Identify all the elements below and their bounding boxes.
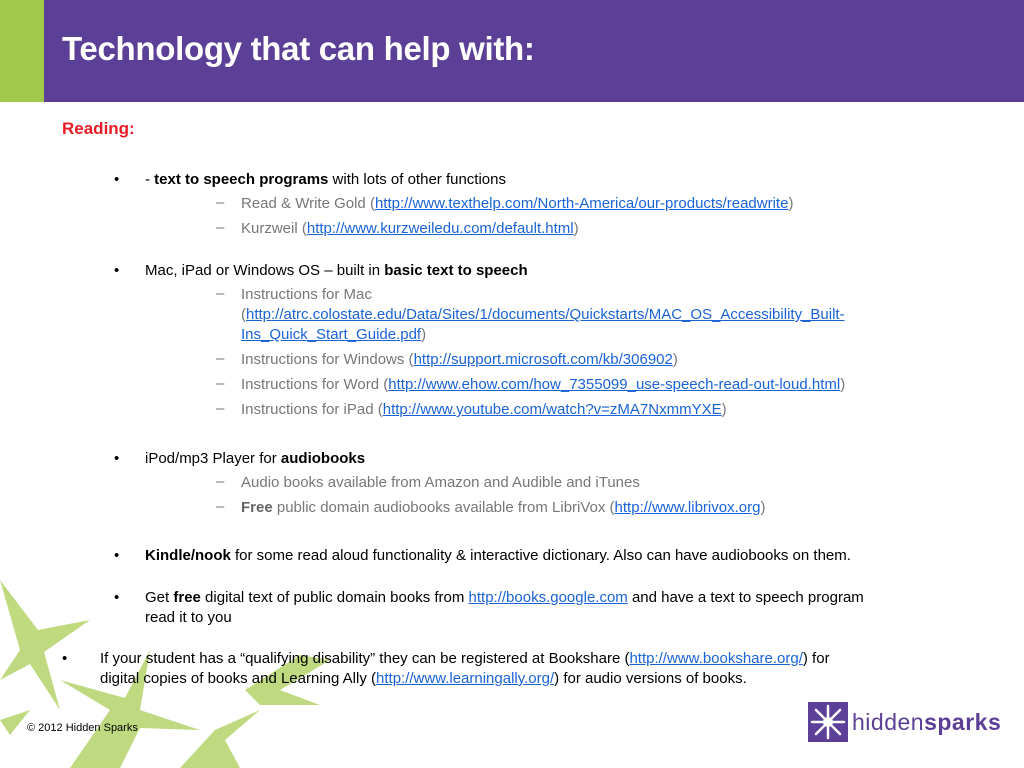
dash-icon: – — [216, 219, 225, 236]
item-text: with lots of other functions — [328, 171, 506, 188]
item-prefix: - — [145, 171, 155, 188]
sub-list-item — [241, 325, 426, 345]
kurzweil-link[interactable]: http://www.kurzweiledu.com/default.html — [306, 220, 574, 237]
librivox-link[interactable]: http://www.librivox.org — [614, 499, 761, 516]
sub-item-text: Read & Write Gold ( — [241, 195, 375, 212]
sub-item-close: ) — [672, 351, 678, 368]
sub-item-text: Instructions for Mac — [241, 286, 372, 303]
item-text: and have a text to speech program — [627, 589, 864, 606]
item-text: Mac, iPad or Windows OS – built in — [145, 262, 385, 279]
windows-instructions-link[interactable]: http://support.microsoft.com/kb/306902 — [413, 351, 673, 368]
dash-icon: – — [216, 194, 225, 211]
sub-item-close: ) — [573, 220, 579, 237]
copyright: © 2012 Hidden Sparks — [27, 722, 138, 734]
list-item — [100, 649, 830, 669]
dash-icon: – — [216, 350, 225, 367]
item-bold-text: audiobooks — [280, 450, 366, 467]
item-text: ) for — [802, 650, 830, 667]
item-text: iPod/mp3 Player for — [145, 450, 281, 467]
readwrite-link[interactable]: http://www.texthelp.com/North-America/our-products/readwrite — [374, 195, 789, 212]
bullet-icon: • — [114, 262, 120, 279]
section-heading-reading: Reading: — [62, 119, 135, 138]
sub-list-item — [241, 305, 845, 325]
sub-item-close: ) — [840, 376, 846, 393]
sub-list-item — [241, 219, 579, 239]
bullet-icon: • — [114, 547, 120, 564]
bullet-icon: • — [114, 589, 120, 606]
sub-item-text: Instructions for Windows ( — [241, 351, 414, 368]
bookshare-link[interactable]: http://www.bookshare.org/ — [629, 650, 803, 667]
mac-instructions-link-cont[interactable]: Ins_Quick_Start_Guide.pdf — [241, 326, 422, 343]
sub-item-text: Kurzweil ( — [241, 220, 307, 237]
sub-list-item — [241, 400, 727, 420]
list-item — [145, 170, 506, 190]
google-books-link[interactable]: http://books.google.com — [468, 589, 628, 606]
sub-item-text: Instructions for Word ( — [241, 376, 389, 393]
item-bold-text: basic text to speech — [384, 262, 528, 279]
sub-item-open: ( — [241, 306, 246, 323]
list-item — [145, 261, 528, 281]
list-item — [145, 588, 864, 608]
sub-item-close: ) — [788, 195, 794, 212]
sub-list-item — [241, 375, 845, 395]
item-text: If your student has a “qualifying disability” they can be registered at Bookshare ( — [100, 650, 630, 667]
sub-item-text: Instructions for iPad ( — [241, 401, 383, 418]
sub-item-text: public domain audiobooks available from LibriVox ( — [272, 499, 615, 516]
item-text: ) for audio versions of books. — [554, 670, 747, 687]
bullet-icon: • — [114, 450, 120, 467]
title-bar-accent — [0, 0, 44, 102]
bullet-icon: • — [62, 650, 68, 667]
item-text: digital copies of books and Learning Ally ( — [100, 670, 377, 687]
dash-icon: – — [216, 400, 225, 417]
sub-list-item — [241, 194, 793, 214]
item-text: for some read aloud functionality & interactive dictionary. Also can have audiobooks on them. — [230, 547, 851, 564]
item-text: digital text of public domain books from — [200, 589, 469, 606]
sub-item-text: Audio books available from Amazon and Audible and iTunes — [241, 474, 640, 491]
item-bold-text: Kindle/nook — [145, 547, 231, 564]
item-bold-text: text to speech programs — [154, 171, 329, 188]
ipad-instructions-link[interactable]: http://www.youtube.com/watch?v=zMA7NxmmYXE — [382, 401, 722, 418]
list-item — [145, 449, 365, 469]
bullet-icon: • — [114, 171, 120, 188]
dash-icon: – — [216, 375, 225, 392]
item-text: Get — [145, 589, 174, 606]
sub-list-item — [241, 498, 765, 518]
sparks-logo-icon — [808, 702, 848, 742]
sub-list-item — [241, 350, 678, 370]
hidden-sparks-logo — [806, 700, 1002, 744]
dash-icon: – — [216, 498, 225, 515]
sub-item-bold: Free — [241, 499, 273, 516]
word-instructions-link[interactable]: http://www.ehow.com/how_7355099_use-speech-read-out-loud.html — [388, 376, 841, 393]
list-item-continued: read it to you — [145, 609, 232, 626]
dash-icon: – — [216, 285, 225, 302]
learningally-link[interactable]: http://www.learningally.org/ — [376, 670, 555, 687]
list-item — [145, 546, 851, 566]
sub-item-close: ) — [721, 401, 727, 418]
slide-title: Technology that can help with: — [62, 30, 535, 67]
list-item-continued — [100, 669, 747, 689]
item-bold-text: free — [173, 589, 201, 606]
dash-icon: – — [216, 473, 225, 490]
logo-wordmark: hiddensparks — [852, 709, 1002, 735]
sub-item-close: ) — [421, 326, 427, 343]
mac-instructions-link[interactable]: http://atrc.colostate.edu/Data/Sites/1/documents/Quickstarts/MAC_OS_Accessibility_Built- — [246, 306, 845, 323]
sub-item-close: ) — [760, 499, 766, 516]
